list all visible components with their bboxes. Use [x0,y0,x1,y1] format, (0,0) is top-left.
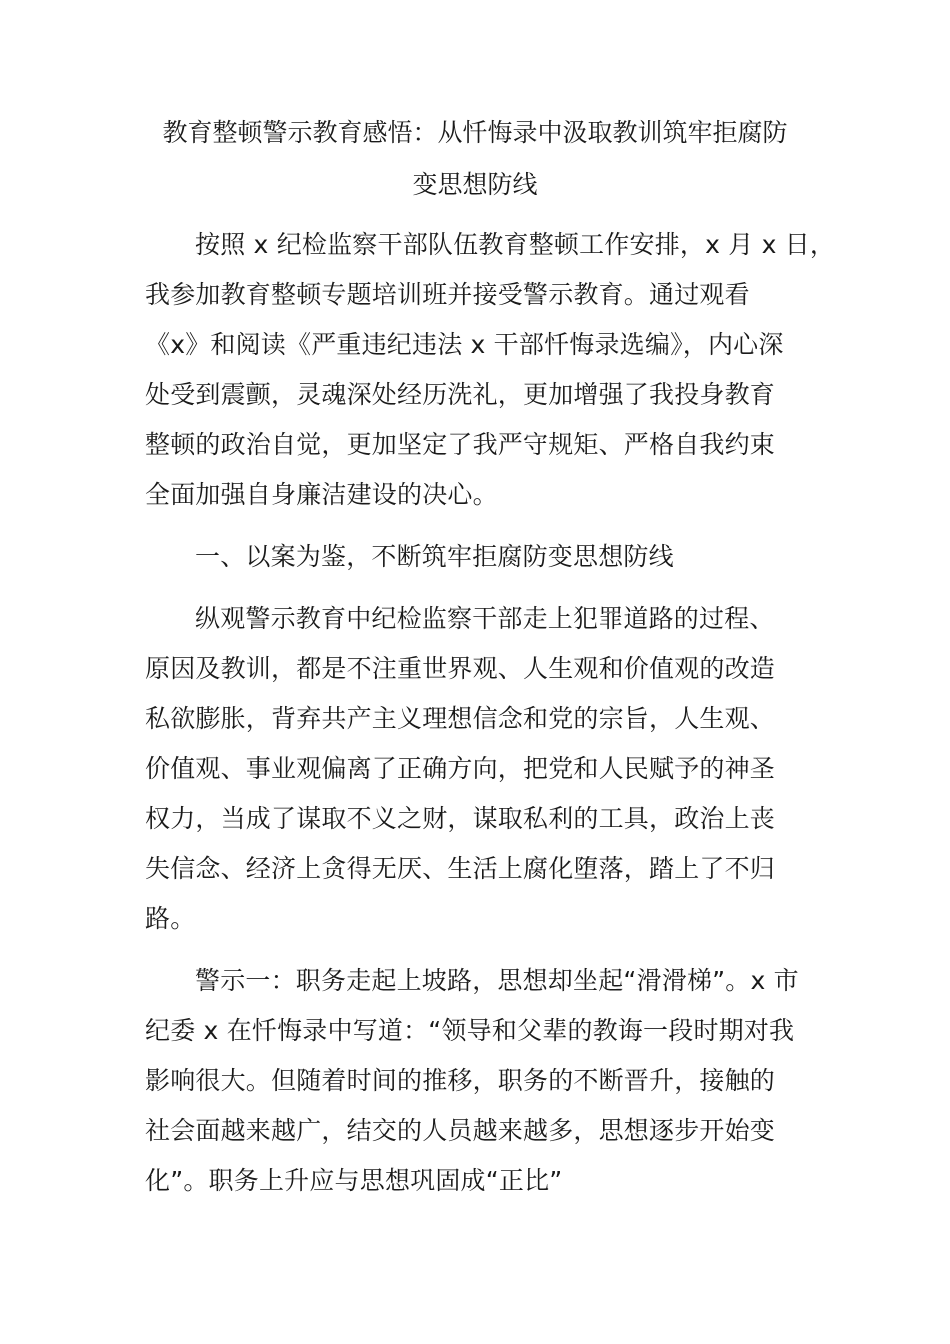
paragraph-line: 处受到震颤，灵魂深处经历洗礼，更加增强了我投身教育 [145,380,776,409]
paragraph-line: 价值观、事业观偏离了正确方向，把党和人民赋予的神圣 [145,754,776,783]
paragraph-line: 《x》和阅读《严重违纪违法 x 干部忏悔录选编》，内心深 [145,330,784,359]
paragraph-line: 社会面越来越广，结交的人员越来越多，思想逐步开始变 [145,1116,776,1145]
paragraph-line: 影响很大。但随着时间的推移，职务的不断晋升，接触的 [145,1066,776,1095]
document-title-line-2: 变思想防线 [412,170,538,199]
paragraph-line: 整顿的政治自觉，更加坚定了我严守规矩、严格自我约束 [145,430,776,459]
paragraph-line: 警示一：职务走起上坡路，思想却坐起“滑滑梯”。x 市 [195,966,799,995]
paragraph-line: 全面加强自身廉洁建设的决心。 [145,480,498,509]
paragraph-line: 按照 x 纪检监察干部队伍教育整顿工作安排，x 月 x 日， [195,230,836,259]
paragraph-line: 原因及教训，都是不注重世界观、人生观和价值观的改造 [145,654,776,683]
paragraph-line: 权力，当成了谋取不义之财，谋取私利的工具，政治上丧 [145,804,776,833]
paragraph-line: 我参加教育整顿专题培训班并接受警示教育。通过观看 [145,280,750,309]
paragraph-line: 化”。职务上升应与思想巩固成“正比” [145,1166,563,1195]
paragraph-line: 纵观警示教育中纪检监察干部走上犯罪道路的过程、 [195,604,775,633]
paragraph-line: 纪委 x 在忏悔录中写道：“领导和父辈的教诲一段时期对我 [145,1016,795,1045]
document-title-line-1: 教育整顿警示教育感悟：从忏悔录中汲取教训筑牢拒腐防 [162,118,788,147]
paragraph-line: 路。 [145,904,196,933]
paragraph-line: 失信念、经济上贪得无厌、生活上腐化堕落，踏上了不归 [145,854,776,883]
paragraph-line: 私欲膨胀，背弃共产主义理想信念和党的宗旨，人生观、 [145,704,776,733]
section-heading: 一、以案为鉴，不断筑牢拒腐防变思想防线 [195,542,674,571]
